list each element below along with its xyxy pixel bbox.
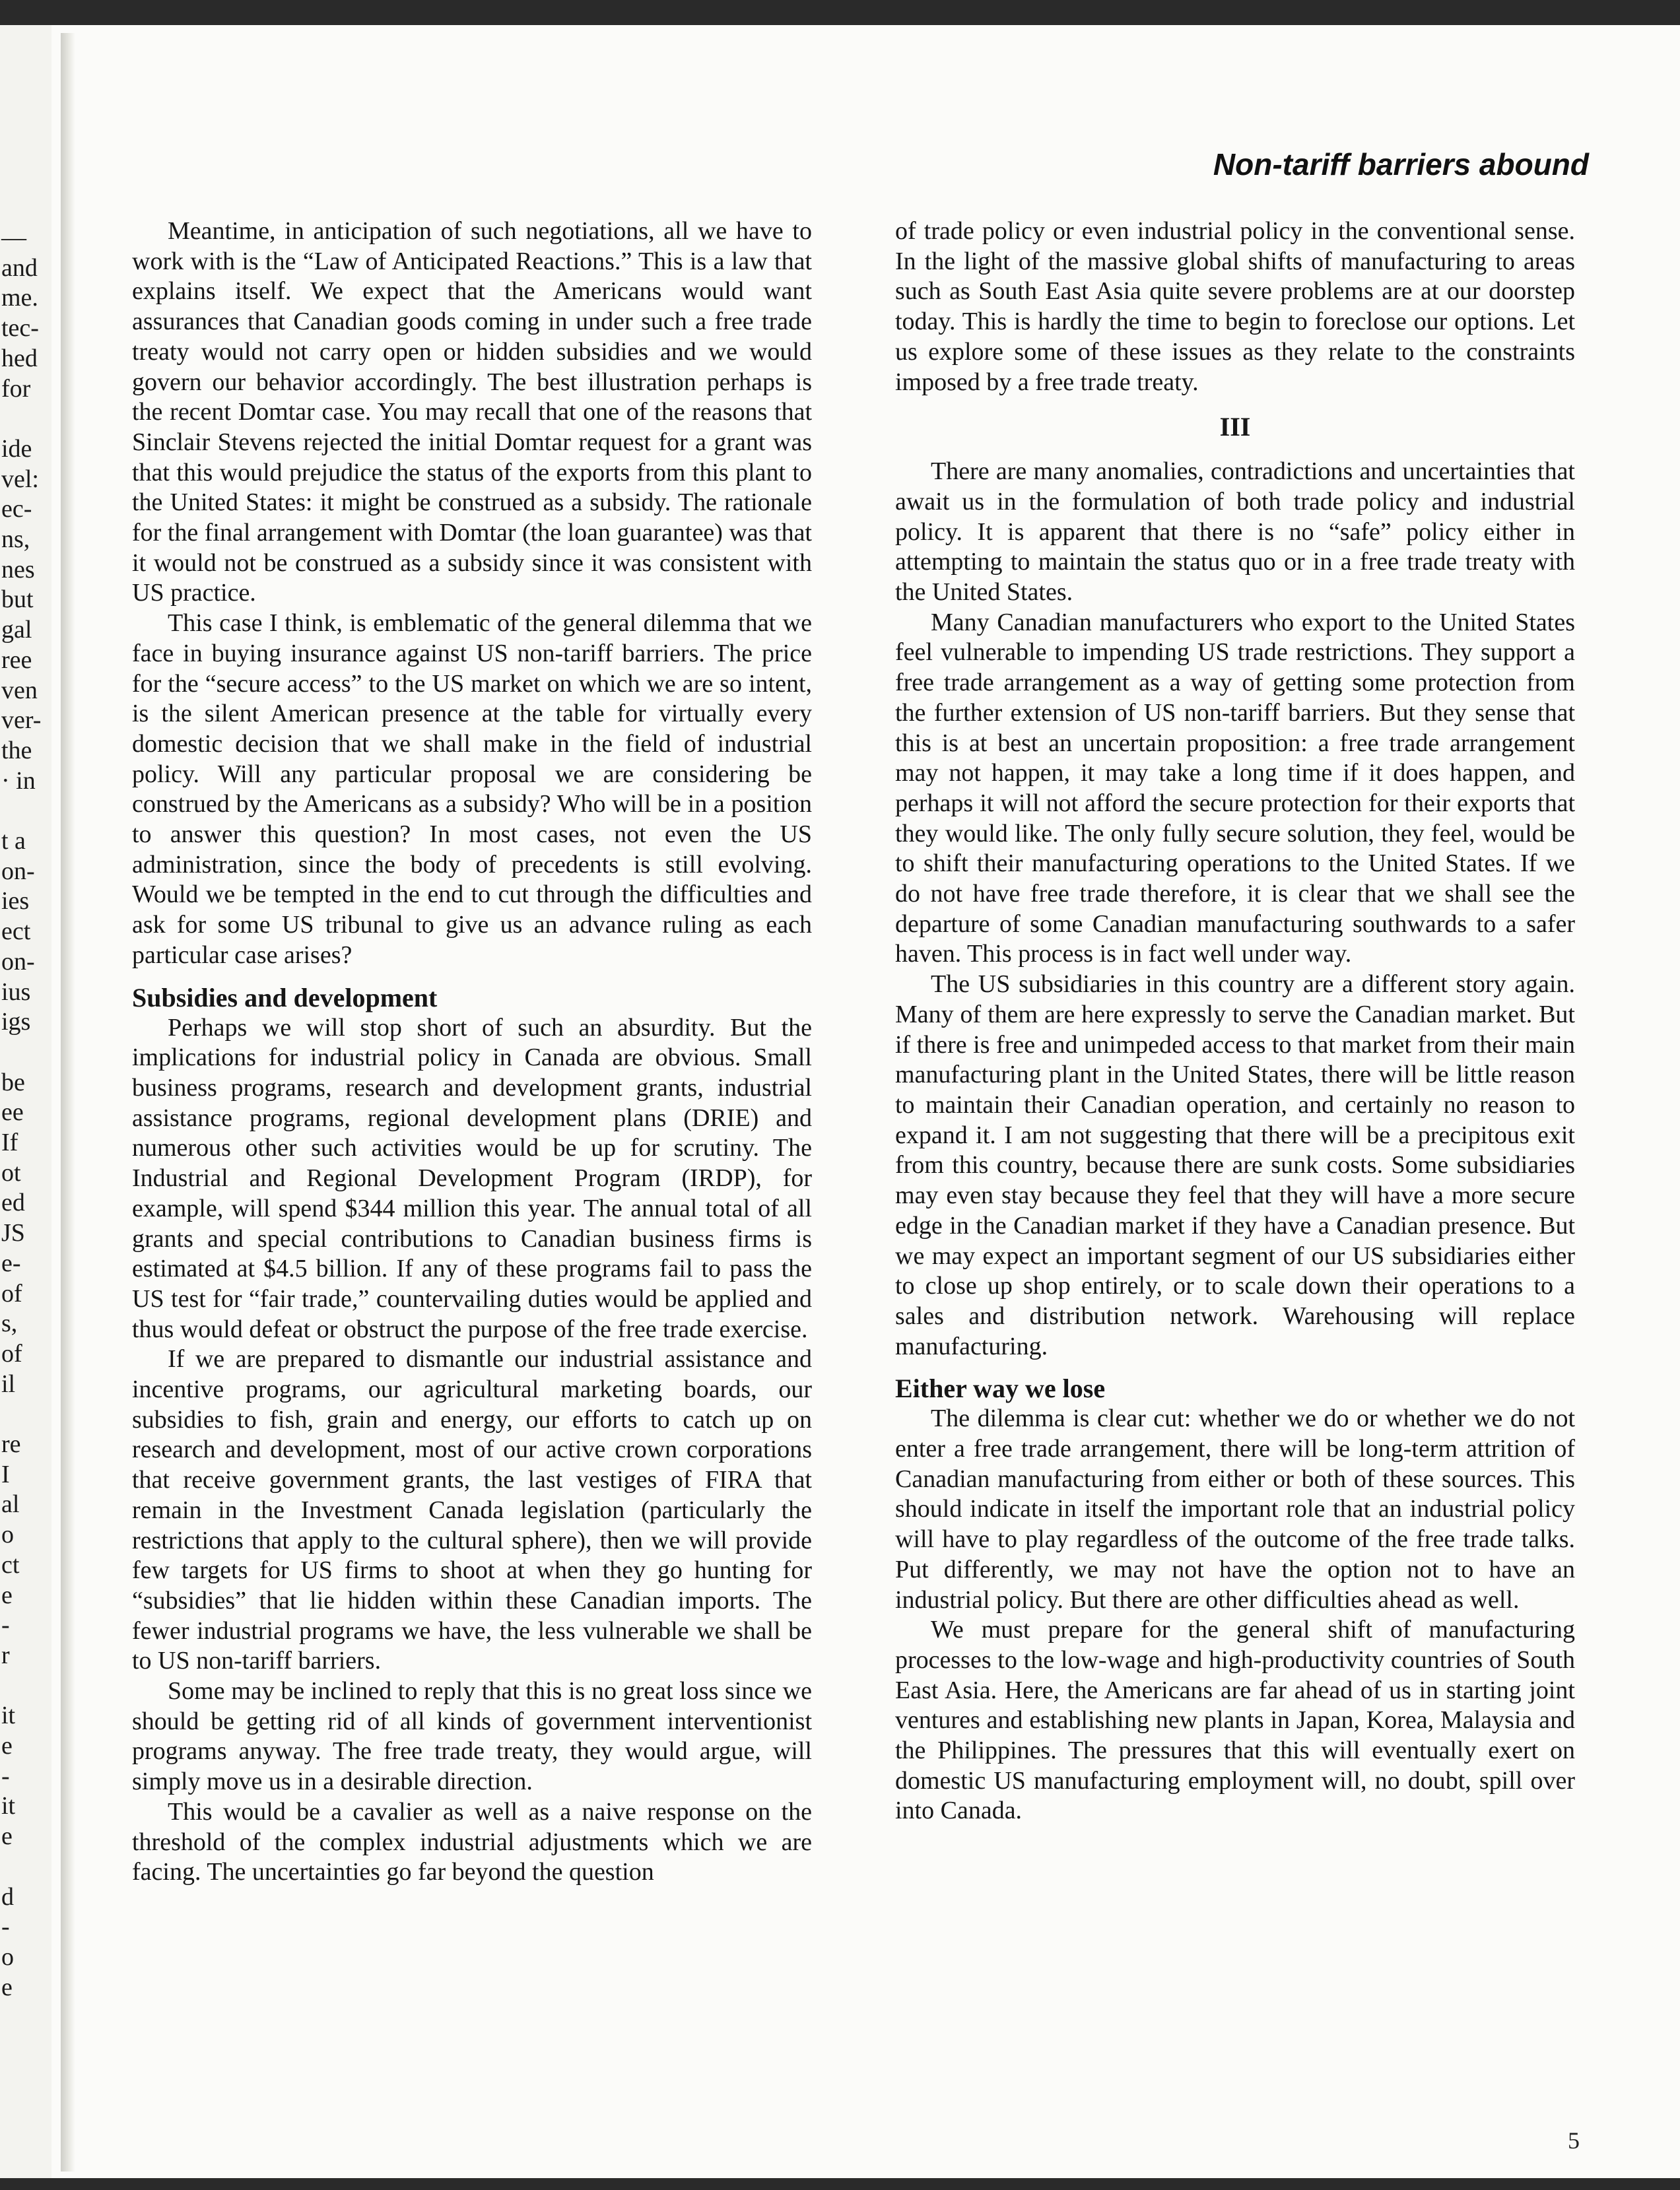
facing-page-fragment: If xyxy=(1,1129,18,1156)
facing-page-fragment: on- xyxy=(1,857,35,885)
right-column xyxy=(895,216,1575,1826)
facing-page-fragment: e xyxy=(1,1732,13,1760)
facing-page-fragment: ver- xyxy=(1,706,42,735)
facing-page-fragment: o xyxy=(1,1521,14,1549)
facing-page-fragment: ven xyxy=(1,676,38,704)
facing-page-fragment: d xyxy=(1,1882,14,1911)
facing-page-fragment: I xyxy=(1,1460,10,1488)
facing-page-fragment: me. xyxy=(1,284,38,312)
facing-page-fragment: it xyxy=(1,1702,16,1730)
facing-page-fragment: and xyxy=(1,253,38,282)
section-heading: Either way we lose xyxy=(895,1374,1106,1404)
facing-page-fragment: ius xyxy=(1,978,31,1006)
facing-page-fragment: ies xyxy=(1,887,30,915)
paragraph: The dilemma is clear cut: whether we do or whether we do not enter a free trade arrangement, there will be long-term attrition of Canadian manufacturing from either or both of these sources. This should indicate in itself the important role that an industrial policy will have to play regardless of the outcome of the free trade talks. Put differently, we may not have the option not to have an industrial policy. But there are other difficulties ahead as well. xyxy=(895,1405,1575,1614)
section-heading: Subsidies and development xyxy=(132,982,438,1012)
facing-page-sliver xyxy=(0,25,51,2178)
paragraph: This would be a cavalier as well as a naive response on the threshold of the complex industrial adjustments which we are facing. The uncertainties go far beyond the question xyxy=(132,1797,812,1886)
facing-page-fragment: vel: xyxy=(1,465,39,493)
facing-page-fragment: e xyxy=(1,1581,13,1609)
facing-page-fragment: hed xyxy=(1,344,38,372)
facing-page-fragment: gal xyxy=(1,616,32,644)
left-column xyxy=(132,216,812,1888)
paragraph: Perhaps we will stop short of such an absurdity. But the implications for industrial policy in Canada are obvious. Small business programs, research and development grants, industrial assistance programs, regional development plans (DRIE) and numerous other such activities would be up for scrutiny. The Industrial and Regional Development Program (IRDP), for example, will spend $344 million this year. The annual total of all grants and special contributions to Canadian business firms is estimated at $4.5 billion. If any of these programs fail to pass the US test for “fair trade,” countervailing duties would be applied and thus would defeat or obstruct the purpose of the free trade exercise. xyxy=(132,1013,812,1343)
facing-page-fragment: — xyxy=(1,224,26,251)
facing-page-fragment: ct xyxy=(1,1550,20,1579)
facing-page-fragment: ns, xyxy=(1,525,30,553)
section-numeral: III xyxy=(1219,412,1251,442)
facing-page-fragment: re xyxy=(1,1430,21,1458)
paragraph: There are many anomalies, contradictions and uncertainties that await us in the formulation of both trade policy and industrial policy. It is apparent that there is no “safe” policy either in attempting to maintain the status quo or in a free trade treaty with the United States. xyxy=(895,457,1575,607)
facing-page-fragment: for xyxy=(1,374,31,403)
facing-page-fragment: JS xyxy=(1,1219,25,1247)
facing-page-fragment: ec- xyxy=(1,495,32,523)
facing-page-fragment: s, xyxy=(1,1310,18,1338)
facing-page-fragment: of xyxy=(1,1339,22,1368)
facing-page-fragment: of xyxy=(1,1279,22,1308)
facing-page-fragment: ed xyxy=(1,1189,25,1217)
facing-page-fragment: tec- xyxy=(1,314,39,343)
facing-page-fragment: · in xyxy=(1,766,36,795)
facing-page-fragment: ee xyxy=(1,1098,24,1127)
facing-page-fragment: the xyxy=(1,736,32,764)
facing-page-fragment: it xyxy=(1,1792,16,1820)
facing-page-fragment: - xyxy=(1,1913,10,1941)
facing-page-fragment: e xyxy=(1,1973,13,2001)
paragraph: Meantime, in anticipation of such negotiations, all we have to work with is the “Law of Anticipated Reactions.” This is a law that explains itself. We expect that the Americans would want assurances that Canadian goods coming in under such a free trade treaty would not carry open or hidden subsidies and we would govern our behavior accordingly. The best illustration perhaps is the recent Domtar case. You may recall that one of the reasons that Sinclair Stevens rejected the initial Domtar request for a grant was that this would prejudice the status of the exports from this plant to the United States: it might be construed as a subsidy. The rationale for the final arrangement with Domtar (the loan guarantee) was that it would not be construed as a subsidy since it was consistent with US practice. xyxy=(132,217,812,607)
facing-page-fragment: e- xyxy=(1,1249,21,1277)
paragraph: of trade policy or even industrial policy in the conventional sense. In the light of the massive global shifts of manufacturing to areas such as South East Asia quite severe problems are at our doorstep today. This is hardly the time to begin to foreclose our options. Let us explore some of these issues as they relate to the constraints imposed by a free trade treaty. xyxy=(895,217,1575,396)
facing-page-fragment: but xyxy=(1,585,34,614)
facing-page-fragment: r xyxy=(1,1641,10,1669)
facing-page-fragment: t a xyxy=(1,827,26,855)
facing-page-fragment: be xyxy=(1,1068,25,1096)
page-number: 5 xyxy=(1568,2127,1580,2154)
paragraph: If we are prepared to dismantle our industrial assistance and incentive programs, our agricultural marketing boards, our subsidies to fish, grain and energy, our efforts to catch up on research and development, most of our active crown corporations that receive government grants, the last vestiges of FIRA that remain in the Investment Canada legislation (particularly the restrictions that apply to the cultural sphere), then we will provide few targets for US firms to shoot at when they go hunting for “subsidies” that lie hidden within these Canadian imports. The fewer industrial programs we have, the less vulnerable we shall be to US non-tariff barriers. xyxy=(132,1345,812,1675)
facing-page-fragment: al xyxy=(1,1490,20,1519)
facing-page-fragment: ide xyxy=(1,434,32,463)
paragraph: The US subsidiaries in this country are a different story again. Many of them are here expressly to serve the Canadian market. But if there is free and unimpeded access to that market from their main manufacturing plant in the United States, there will be little reason to maintain their Canadian operation, and certainly no reason to expand it. I am not suggesting that there will be a precipitous exit from this country, because there are sunk costs. Some subsidiaries may even stay because they feel that they will have a more secure edge in the Canadian market if they have a Canadian presence. But we may expect an important segment of our US subsidiaries either to close up shop entirely, or to scale down their operations to a sales and distribution network. Warehousing will replace manufacturing. xyxy=(895,970,1575,1360)
facing-page-fragment: igs xyxy=(1,1008,31,1036)
facing-page-fragment: o xyxy=(1,1942,14,1971)
paragraph: Some may be inclined to reply that this is no great loss since we should be getting rid of all kinds of government interventionist programs anyway. The free trade treaty, they would argue, will simply move us in a desirable direction. xyxy=(132,1677,812,1796)
running-head: Non-tariff barriers abound xyxy=(1213,147,1589,182)
facing-page-fragment: il xyxy=(1,1370,16,1398)
facing-page-fragment: on- xyxy=(1,947,35,976)
facing-page-fragment: nes xyxy=(1,555,35,583)
paragraph: This case I think, is emblematic of the general dilemma that we face in buying insurance against US non-tariff barriers. The price for the “secure access” to the US market on which we are so intent, is the silent American presence at the table for virtually every domestic decision that we shall make in the field of industrial policy. Will any particular proposal we are considering be construed by the Americans as a subsidy? Who will be in a position to answer this question? In most cases, not even the US administration, since the body of precedents is still evolving. Would we be tempted in the end to cut through the difficulties and ask for some US tribunal to give us an advance ruling as each particular case arises? xyxy=(132,609,812,969)
facing-page-fragment: - xyxy=(1,1762,10,1790)
facing-page-fragment: ect xyxy=(1,917,31,946)
facing-page-fragment: - xyxy=(1,1611,10,1640)
facing-page-fragment: ree xyxy=(1,646,32,674)
paragraph: Many Canadian manufacturers who export to the United States feel vulnerable to impending US trade restrictions. They support a free trade arrangement as a way of getting some protection from the further extension of US non-tariff barriers. But they sense that this is at best an uncertain proposition: a free trade arrangement may not happen, it may take a long time if it does happen, and perhaps it will not afford the secure protection for their exports that they would like. The only fully secure solution, they feel, would be to shift their manufacturing operations to the United States. If we do not have free trade therefore, it is clear that we shall see the departure of some Canadian manufacturing southwards to a safer haven. This process is in fact well under way. xyxy=(895,608,1575,968)
facing-page-fragment: ot xyxy=(1,1158,21,1187)
facing-page-fragment: e xyxy=(1,1822,13,1851)
paragraph: We must prepare for the general shift of manufacturing processes to the low-wage and high-productivity countries of South East Asia. Here, the Americans are far ahead of us in starting joint ventures and establishing new plants in Japan, Korea, Malaysia and the Philippines. The pressures that this will eventually exert on domestic US manufacturing employment will, no doubt, spill over into Canada. xyxy=(895,1616,1575,1825)
binding-gutter xyxy=(61,33,75,2172)
